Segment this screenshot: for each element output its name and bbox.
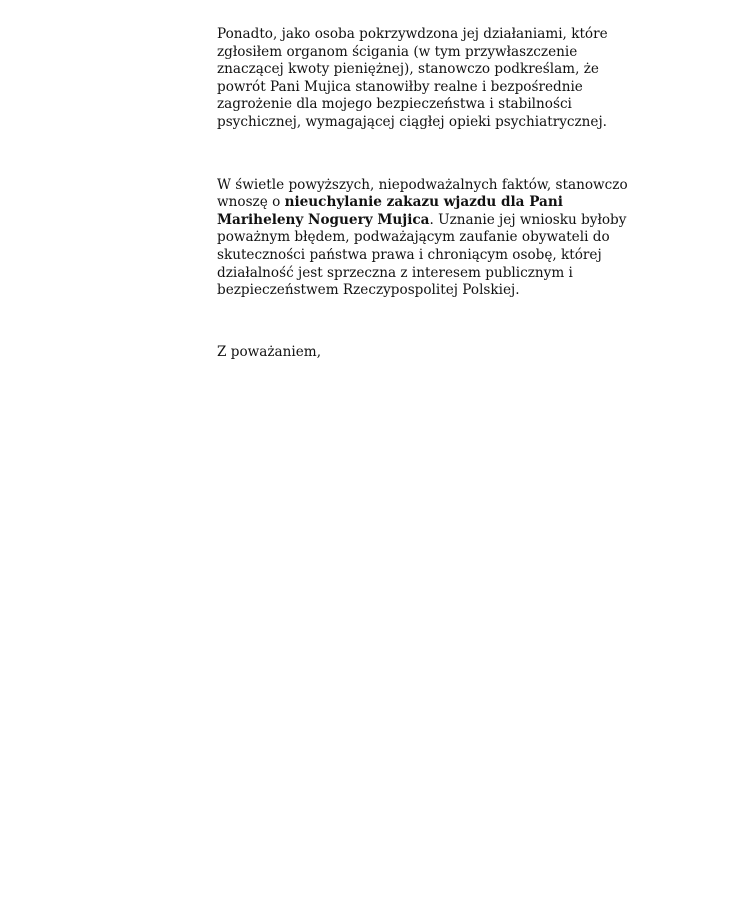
closing-salutation: Z poważaniem, [217, 343, 322, 360]
request-intro-text: W świetle powyższych, niepodważalnych faktów, stanowczo wnoszę o [217, 176, 628, 211]
paragraph-spacer [217, 132, 645, 177]
request-bold-text: nieuchylanie zakazu wjazdu dla Pani Mariheleny Noguery Mujica [217, 194, 563, 228]
paragraph-request [217, 177, 645, 300]
request-conclusion-text: . Uznanie jej wniosku byłoby poważnym błędem, podważającym zaufanie obywateli do skuteczności państwa prawa i chroniącym osobę, której działalność jest sprzeczna z interesem publicznym i bezpieczeństwem Rzeczypospolitej Polskiej. [217, 211, 627, 299]
paragraph-personal-safety: Ponadto, jako osoba pokrzywdzona jej działaniami, które zgłosiłem organom ścigania (w tym przywłaszczenie znaczącej kwoty pieniężnej), stanowczo podkreślam, że powrót Pani Mujica stanowiłby realne i bezpośrednie zagrożenie dla mojego bezpieczeństwa i stabilności psychicznej, wymagającej ciągłej opieki psychiatrycznej. [217, 26, 608, 130]
paragraph-spacer [217, 300, 645, 344]
document-body [217, 26, 645, 361]
